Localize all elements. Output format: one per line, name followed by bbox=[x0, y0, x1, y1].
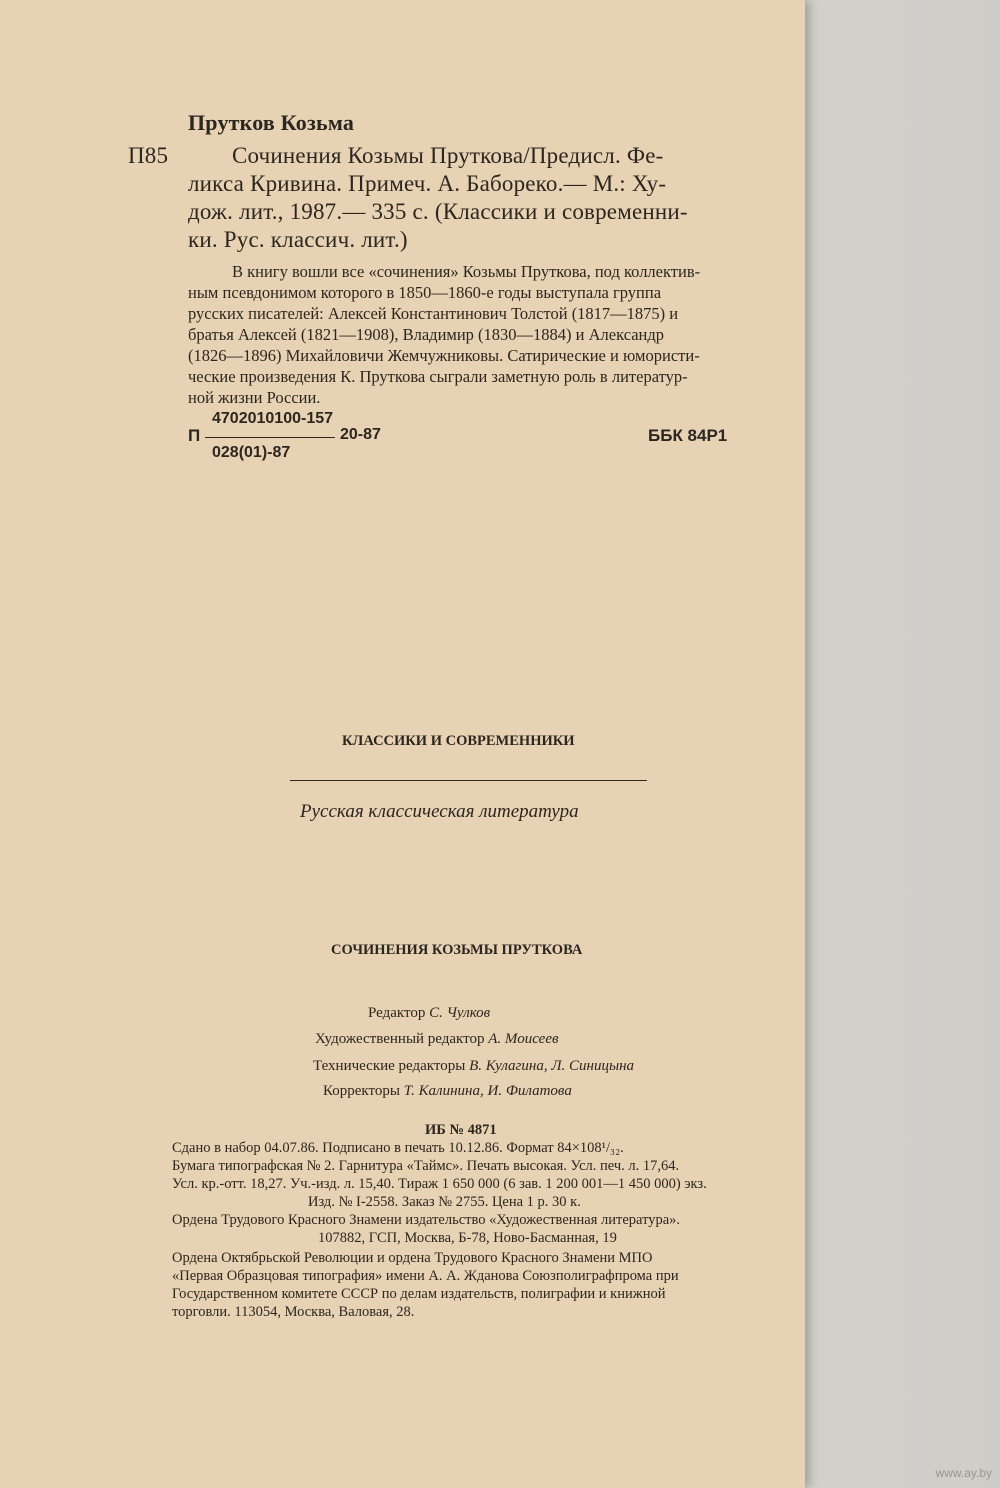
annotation-line: ной жизни России. bbox=[188, 388, 321, 407]
credit-tech-editors bbox=[313, 1058, 634, 1075]
catalog-author: Прутков Козьма bbox=[188, 110, 355, 135]
credit-names: А. Моисеев bbox=[488, 1031, 559, 1047]
imprint-line: Бумага типографская № 2. Гарнитура «Таймс». Печать высокая. Усл. печ. л. 17,64. bbox=[172, 1158, 680, 1174]
printer-line: торговли. 113054, Москва, Валовая, 28. bbox=[172, 1304, 415, 1320]
publisher-line: 107882, ГСП, Москва, Б-78, Ново-Басманная, 19 bbox=[318, 1230, 617, 1246]
catalog-title-line: ки. Рус. классич. лит.) bbox=[188, 227, 408, 252]
imprint-ib: ИБ № 4871 bbox=[425, 1122, 497, 1138]
fraction-numerator: 4702010100-157 bbox=[212, 410, 334, 427]
fraction-bar bbox=[205, 437, 335, 438]
annotation-line: русских писателей: Алексей Константинович Толстой (1817—1875) и bbox=[188, 304, 679, 323]
book-title: СОЧИНЕНИЯ КОЗЬМЫ ПРУТКОВА bbox=[331, 942, 583, 958]
imprint-line: Сдано в набор 04.07.86. Подписано в печать 10.12.86. Формат 84×108¹/₃₂. bbox=[172, 1140, 624, 1156]
annotation-line: братья Алексей (1821—1908), Владимир (1830—1884) и Александр bbox=[188, 325, 665, 344]
printer-line: «Первая Образцовая типография» имени А. А. Жданова Союзполиграфпрома при bbox=[172, 1268, 679, 1284]
series-name: КЛАССИКИ И СОВРЕМЕННИКИ bbox=[342, 733, 575, 749]
fraction-letter: П bbox=[188, 426, 201, 445]
catalog-title-line: Сочинения Козьмы Пруткова/Предисл. Фе- bbox=[232, 143, 664, 168]
credit-proofreaders bbox=[323, 1083, 572, 1100]
credit-role: Художественный редактор bbox=[315, 1031, 485, 1047]
credit-role: Редактор bbox=[368, 1005, 426, 1021]
credit-names: В. Кулагина, Л. Синицына bbox=[469, 1058, 635, 1074]
printer-line: Государственном комитете СССР по делам издательств, полиграфии и книжной bbox=[172, 1286, 666, 1302]
publisher-line: Ордена Трудового Красного Знамени издательство «Художественная литература». bbox=[172, 1212, 681, 1228]
credit-role: Корректоры bbox=[323, 1083, 400, 1099]
catalog-index-code: П85 bbox=[128, 143, 169, 168]
credit-names: Т. Калинина, И. Филатова bbox=[403, 1083, 572, 1099]
series-divider bbox=[290, 780, 647, 781]
fraction-suffix: 20-87 bbox=[340, 426, 381, 443]
imprint-line: Изд. № I-2558. Заказ № 2755. Цена 1 р. 30 к. bbox=[308, 1194, 581, 1210]
bbk-code: ББК 84Р1 bbox=[648, 426, 728, 445]
credit-role: Технические редакторы bbox=[313, 1058, 466, 1074]
printer-line: Ордена Октябрьской Революции и ордена Трудового Красного Знамени МПО bbox=[172, 1250, 653, 1266]
credit-editor bbox=[368, 1005, 490, 1022]
credit-art-editor bbox=[315, 1031, 558, 1048]
fraction-denominator: 028(01)-87 bbox=[212, 444, 291, 461]
catalog-title-line: дож. лит., 1987.— 335 с. (Классики и современни- bbox=[188, 199, 688, 224]
series-subseries: Русская классическая литература bbox=[300, 801, 579, 822]
imprint-line: Усл. кр.-отт. 18,27. Уч.-изд. л. 15,40. Тираж 1 650 000 (6 зав. 1 200 001—1 450 000) экз. bbox=[172, 1176, 707, 1192]
annotation-line: (1826—1896) Михайловичи Жемчужниковы. Сатирические и юмористи- bbox=[188, 346, 700, 365]
annotation-line: ным псевдонимом которого в 1850—1860-е годы выступала группа bbox=[188, 283, 662, 302]
catalog-title-line: ликса Кривина. Примеч. А. Бабореко.— М.: Ху- bbox=[188, 171, 667, 196]
annotation-line: В книгу вошли все «сочинения» Козьмы Пруткова, под коллектив- bbox=[232, 262, 701, 281]
credit-names: С. Чулков bbox=[429, 1005, 491, 1021]
annotation-line: ческие произведения К. Пруткова сыграли заметную роль в литератур- bbox=[188, 367, 688, 386]
site-watermark: www.ay.by bbox=[935, 1466, 992, 1480]
